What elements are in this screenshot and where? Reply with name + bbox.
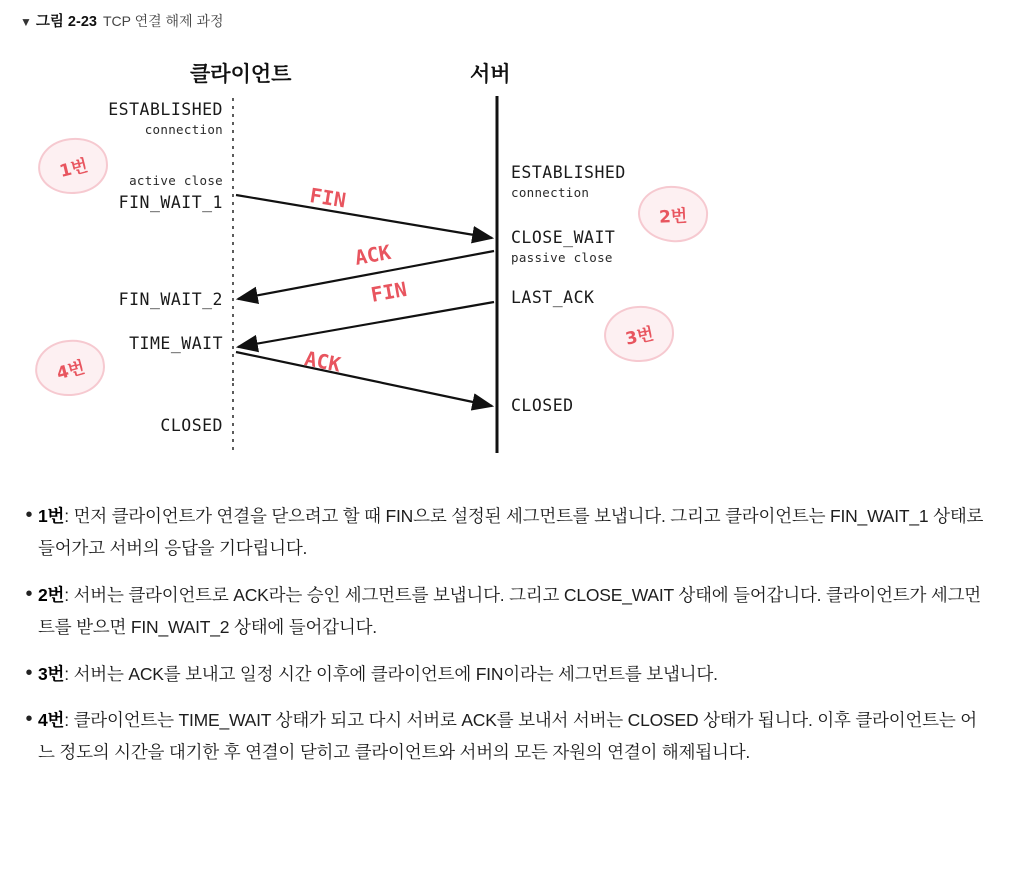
server-state-established: ESTABLISHED (511, 163, 626, 182)
server-passive-close-label: passive close (511, 250, 613, 265)
note-label: 2번 (38, 584, 65, 605)
lane-header-server: 서버 (470, 62, 511, 86)
list-item (20, 500, 990, 565)
step-badge-4-label: 4번 (54, 357, 87, 384)
server-state-close-wait: CLOSE_WAIT (511, 228, 616, 247)
note-text (38, 704, 990, 769)
list-item (20, 704, 990, 769)
list-bullet-icon: • (25, 707, 33, 730)
arrow-fin-client-to-server (236, 195, 492, 238)
note-body: : 서버는 ACK를 보내고 일정 시간 이후에 클라이언트에 FIN이라는 세그먼트를 보냅니다. (64, 663, 718, 684)
lane-header-client: 클라이언트 (190, 62, 292, 86)
note-body: : 먼저 클라이언트가 연결을 닫으려고 할 때 FIN으로 설정된 세그먼트를 보냅니다. 그리고 클라이언트는 FIN_WAIT_1 상태로 들어가고 서버의 응답을 기다립니다. (38, 506, 984, 559)
notes-list (20, 500, 990, 783)
message-label-fin-2: FIN (368, 276, 409, 307)
figure-title: TCP 연결 해제 과정 (102, 13, 224, 29)
figure-caption (20, 10, 224, 31)
client-active-close-label: active close (129, 173, 223, 188)
client-state-time-wait: TIME_WAIT (129, 334, 223, 353)
message-label-ack-2: ACK (302, 346, 343, 377)
figure-number: 그림 2-23 (35, 14, 97, 30)
note-label: 4번 (38, 709, 65, 730)
list-item (20, 658, 990, 690)
note-body: : 클라이언트는 TIME_WAIT 상태가 되고 다시 서버로 ACK를 보내서 서버는 CLOSED 상태가 됩니다. 이후 클라이언트는 어느 정도의 시간을 대기한 후 연결이 닫히고 클라이언트와 서버의 모든 자원의 연결이 해제됩니다. (38, 709, 977, 763)
client-state-established: ESTABLISHED (108, 100, 223, 119)
message-label-fin-1: FIN (308, 183, 348, 213)
tcp-teardown-sequence-diagram (0, 38, 1010, 478)
arrow-ack-client-to-server (236, 352, 492, 406)
caption-triangle-icon: ▼ (20, 15, 32, 29)
server-state-last-ack: LAST_ACK (511, 288, 595, 307)
list-bullet-icon: • (25, 661, 33, 684)
list-bullet-icon: • (25, 504, 33, 526)
server-state-established-sub: connection (511, 185, 590, 200)
arrow-fin-server-to-client (238, 302, 494, 347)
client-state-fin-wait-2: FIN_WAIT_2 (118, 290, 223, 309)
server-state-closed: CLOSED (511, 396, 574, 415)
client-state-established-sub: connection (144, 122, 223, 137)
list-bullet-icon: • (25, 582, 33, 605)
note-text (38, 658, 990, 690)
note-body: : 서버는 클라이언트로 ACK라는 승인 세그먼트를 보냅니다. 그리고 CLOSE_WAIT 상태에 들어갑니다. 클라이언트가 세그먼트를 받으면 FIN_WAIT_2 상태에 들어갑니다. (38, 584, 982, 638)
step-badge-2-label: 2번 (658, 205, 688, 228)
client-state-closed: CLOSED (160, 416, 223, 435)
note-label: 1번 (38, 506, 65, 526)
step-badge-3-label: 3번 (623, 323, 656, 350)
message-label-ack-1: ACK (352, 239, 393, 270)
list-item (20, 579, 990, 644)
note-text (38, 500, 990, 565)
note-text (38, 579, 990, 644)
step-badge-1-label: 1번 (57, 155, 90, 182)
client-state-fin-wait-1: FIN_WAIT_1 (118, 193, 223, 212)
note-label: 3번 (38, 663, 65, 684)
